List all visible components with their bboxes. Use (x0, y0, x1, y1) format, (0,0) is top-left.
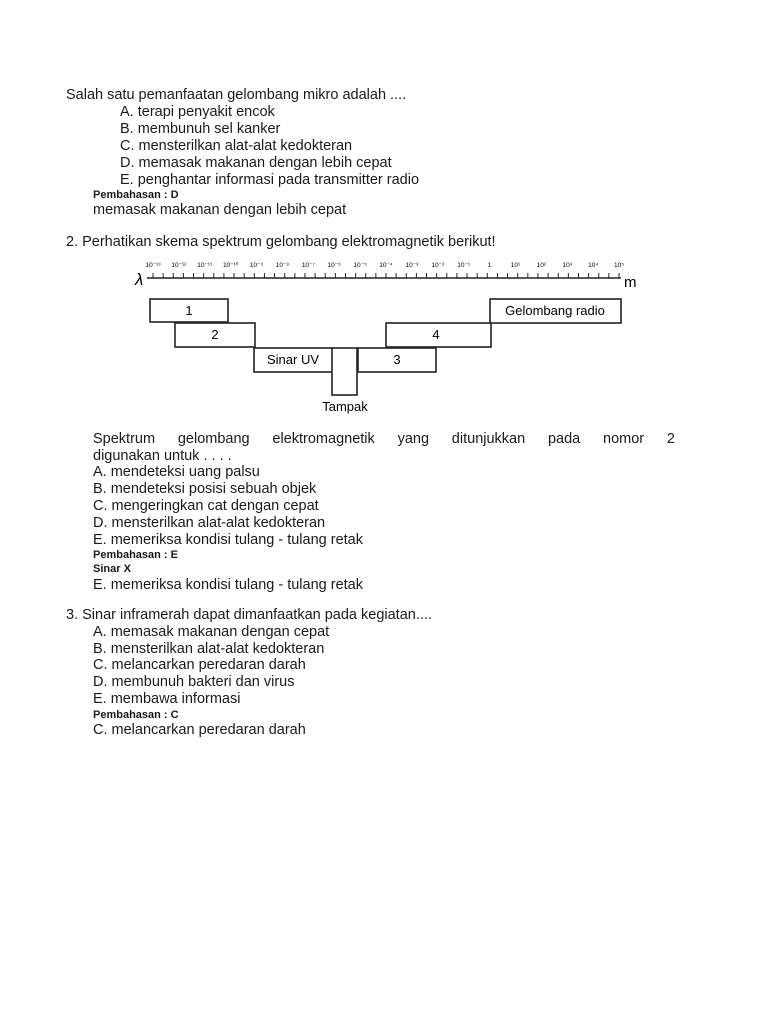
tick-label: 10⁻⁹ (249, 262, 264, 269)
tick-label: 10² (536, 262, 547, 269)
tick-label: 10⁻⁵ (353, 262, 367, 269)
q2-body-line2: digunakan untuk . . . . (93, 448, 232, 464)
q3-answer: C. melancarkan peredaran darah (93, 722, 306, 738)
q1-pembahasan: Pembahasan : D (93, 189, 179, 201)
tick-label: 10⁻² (431, 262, 445, 269)
q3-option-c: C. melancarkan peredaran darah (93, 657, 306, 673)
q3-option-b: B. mensterilkan alat-alat kedokteran (93, 641, 325, 657)
em-spectrum-diagram (133, 253, 643, 421)
tick-label: 10⁻¹³ (145, 262, 161, 269)
tick-label: 10⁻¹ (457, 262, 471, 269)
q2-option-b: B. mendeteksi posisi sebuah objek (93, 481, 317, 497)
box-1-label: 1 (185, 303, 193, 318)
q3-stem: 3. Sinar inframerah dapat dimanfaatkan pada kegiatan.... (66, 607, 432, 623)
q3-option-e: E. membawa informasi (93, 691, 241, 707)
tick-label: 10⁴ (588, 262, 599, 269)
axis-tick-labels (146, 261, 625, 269)
tampak-label: Tampak (322, 399, 368, 414)
tick-label: 10⁻⁴ (379, 262, 393, 269)
tick-label: 10⁵ (614, 262, 624, 269)
q3-pembahasan: Pembahasan : C (93, 709, 179, 721)
q2-option-c: C. mengeringkan cat dengan cepat (93, 498, 319, 514)
tick-label: 10⁻⁷ (301, 262, 315, 269)
q2-option-a: A. mendeteksi uang palsu (93, 464, 260, 480)
tick-label: 10¹ (510, 262, 521, 269)
tick-label: 10³ (562, 262, 572, 269)
box-4-label: 4 (432, 327, 440, 342)
q1-stem: Salah satu pemanfaatan gelombang mikro adalah .... (66, 87, 407, 103)
box-sinar-uv-label: Sinar UV (266, 352, 320, 367)
q1-option-c: C. mensterilkan alat-alat kedokteran (120, 138, 353, 154)
q1-option-d: D. memasak makanan dengan lebih cepat (120, 155, 392, 171)
q2-option-d: D. mensterilkan alat-alat kedokteran (93, 515, 326, 531)
q2-answer: E. memeriksa kondisi tulang - tulang retak (93, 577, 363, 593)
tick-label: 10⁻⁶ (327, 262, 341, 269)
q1-option-b: B. membunuh sel kanker (120, 121, 281, 137)
box-gelombang-radio-label: Gelombang radio (505, 303, 605, 318)
box-3-label: 3 (393, 352, 401, 367)
q1-option-e: E. penghantar informasi pada transmitter radio (120, 172, 420, 188)
lambda-symbol: λ (135, 270, 144, 289)
q2-body-line1: Spektrum gelombang elektromagnetik yang ditunjukkan pada nomor 2 (93, 431, 675, 447)
q1-option-a: A. terapi penyakit encok (120, 104, 275, 120)
q2-option-e: E. memeriksa kondisi tulang - tulang retak (93, 532, 363, 548)
q3-option-a: A. memasak makanan dengan cepat (93, 624, 330, 640)
tick-label: 10⁻⁸ (275, 262, 290, 269)
q1-answer: memasak makanan dengan lebih cepat (93, 202, 347, 218)
tick-label: 1 (487, 262, 492, 269)
tick-label: 10⁻¹¹ (197, 262, 213, 269)
q2-note: Sinar X (93, 563, 131, 575)
unit-label: m (624, 274, 637, 291)
q2-pembahasan: Pembahasan : E (93, 549, 178, 561)
tick-label: 10⁻¹² (171, 262, 187, 269)
box-2-label: 2 (211, 327, 219, 342)
tick-label: 10⁻³ (405, 262, 419, 269)
tick-label: 10⁻¹⁰ (222, 262, 239, 269)
q3-option-d: D. membunuh bakteri dan virus (93, 674, 295, 690)
box-tampak (332, 348, 357, 395)
q2-stem: 2. Perhatikan skema spektrum gelombang elektromagnetik berikut! (66, 234, 496, 250)
